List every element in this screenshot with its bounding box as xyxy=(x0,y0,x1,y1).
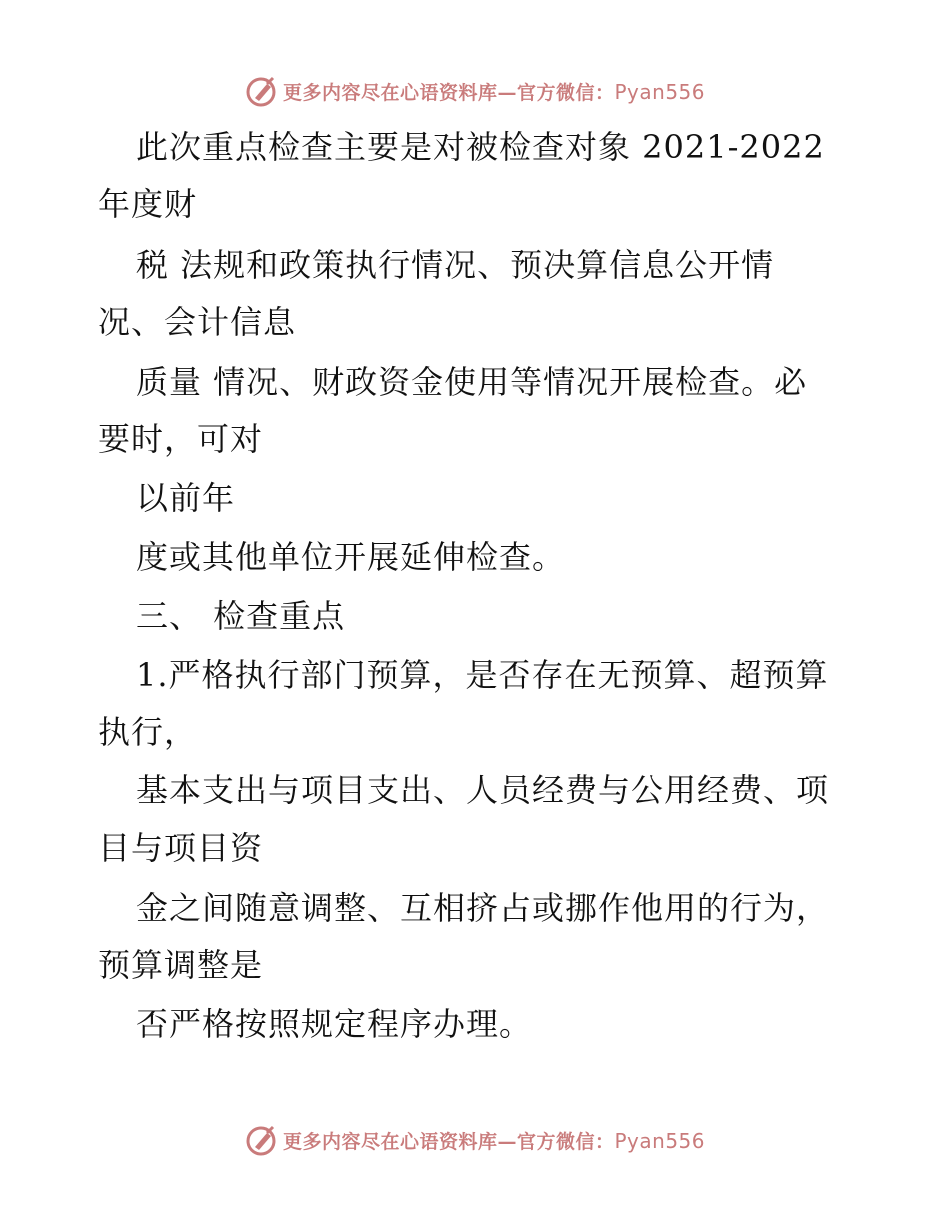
pen-logo-icon xyxy=(245,1123,279,1157)
watermark-text: 更多内容尽在心语资料库—官方微信：Pyan556 xyxy=(282,79,706,104)
section-heading: 三、 检查重点 xyxy=(136,597,346,635)
body-text-line: 1.严格执行部门预算，是否存在无预算、超预算 xyxy=(136,656,829,694)
body-text-line: 目与项目资 xyxy=(98,829,264,867)
body-text-line: 况、会计信息 xyxy=(98,303,297,341)
body-text-line: 质量 情况、财政资金使用等情况开展检查。必 xyxy=(136,363,808,401)
body-text-line: 预算调整是 xyxy=(98,946,264,984)
body-text-line: 度或其他单位开展延伸检查。 xyxy=(136,538,566,576)
body-text-line: 基本支出与项目支出、人员经费与公用经费、项 xyxy=(136,771,830,809)
body-text-line: 金之间随意调整、互相挤占或挪作他用的行为， xyxy=(136,889,830,927)
body-text-line: 以前年 xyxy=(136,479,236,517)
pen-logo-icon xyxy=(245,74,279,108)
header-watermark xyxy=(0,71,950,111)
body-text-line: 否严格按照规定程序办理。 xyxy=(136,1005,533,1043)
watermark-text: 更多内容尽在心语资料库—官方微信：Pyan556 xyxy=(282,1128,706,1153)
body-text-line: 年度财 xyxy=(98,185,198,223)
body-text-line: 此次重点检查主要是对被检查对象 2021-2022 xyxy=(136,128,825,166)
body-text-line: 执行， xyxy=(98,713,198,751)
body-text-line: 要时，可对 xyxy=(98,420,264,458)
footer-watermark xyxy=(0,1120,950,1160)
body-text-line: 税 法规和政策执行情况、预决算信息公开情 xyxy=(136,246,775,284)
